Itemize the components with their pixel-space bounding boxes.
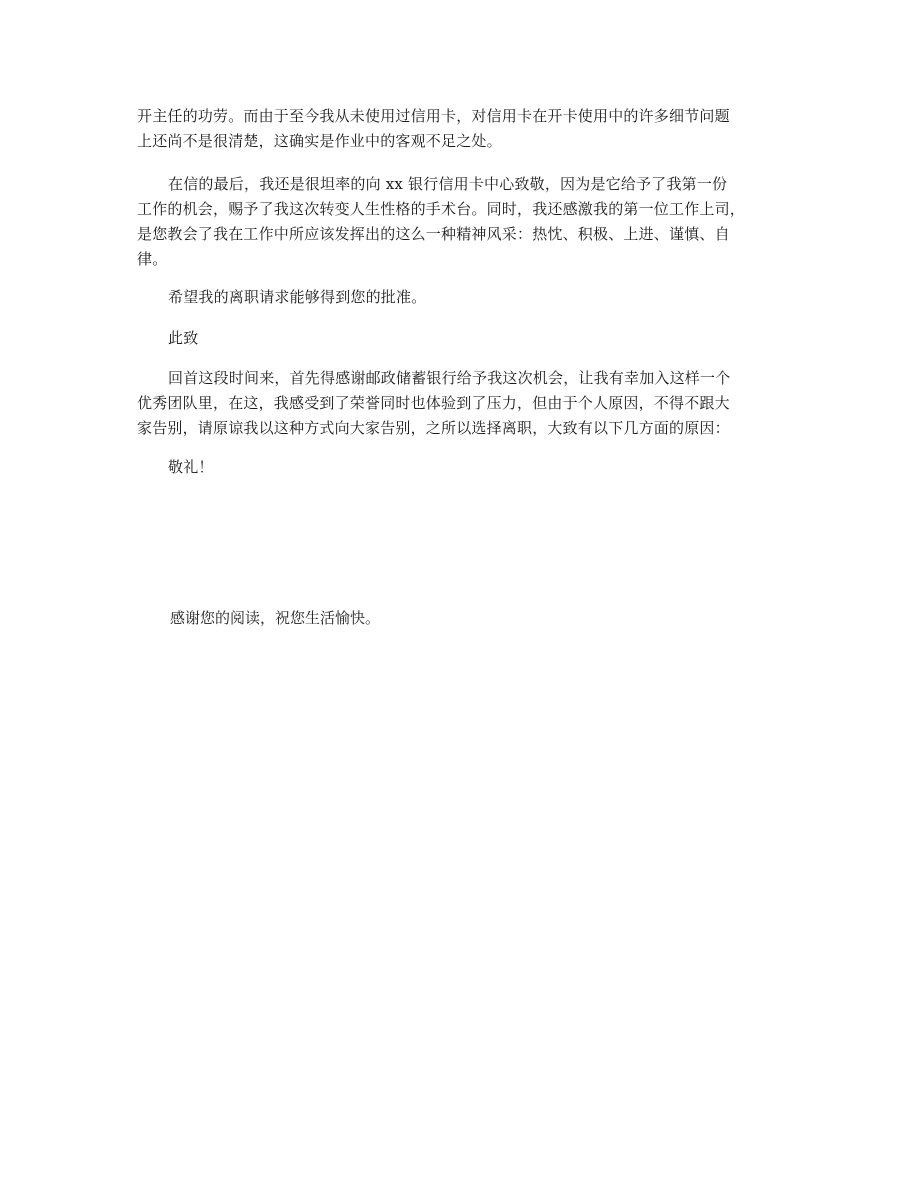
text-line: 开主任的功劳。而由于至今我从未使用过信用卡，对信用卡在开卡使用中的许多细节问题 (137, 107, 730, 125)
paragraph-credit-card-note (137, 104, 787, 154)
text-line: 优秀团队里，在这，我感受到了荣誉同时也体验到了压力，但由于个人原因，不得不跟大 (137, 394, 730, 412)
text-line: 在信的最后，我还是很坦率的向 xx 银行信用卡中心致敬，因为是它给予了我第一份 (168, 175, 728, 193)
text-line: 此致 (168, 329, 199, 347)
text-line: 是您教会了我在工作中所应该发挥出的这么一种精神风采：热忱、积极、上进、谨慎、自 (137, 225, 730, 243)
footer-thanks-note: 感谢您的阅读，祝您生活愉快。 (170, 609, 381, 627)
text-line: 工作的机会，赐予了我这次转变人生性格的手术台。同时，我还感激我的第一位工作上司， (137, 200, 746, 218)
text-line: 上还尚不是很清楚，这确实是作业中的客观不足之处。 (137, 132, 502, 150)
paragraph-approval-request (137, 285, 787, 310)
text-line: 希望我的离职请求能够得到您的批准。 (168, 288, 427, 306)
text-line: 律。 (137, 250, 168, 268)
text-line: 家告别，请原谅我以这种方式向大家告别，之所以选择离职，大致有以下几方面的原因： (137, 419, 730, 437)
text-line: 敬礼！ (168, 458, 214, 476)
paragraph-salutation (137, 326, 787, 351)
text-line: 回首这段时间来，首先得感谢邮政储蓄银行给予我这次机会，让我有幸加入这样一个 (168, 369, 731, 387)
paragraph-closing (137, 455, 787, 480)
paragraph-looking-back (137, 366, 787, 441)
paragraph-final-thanks (137, 172, 787, 272)
